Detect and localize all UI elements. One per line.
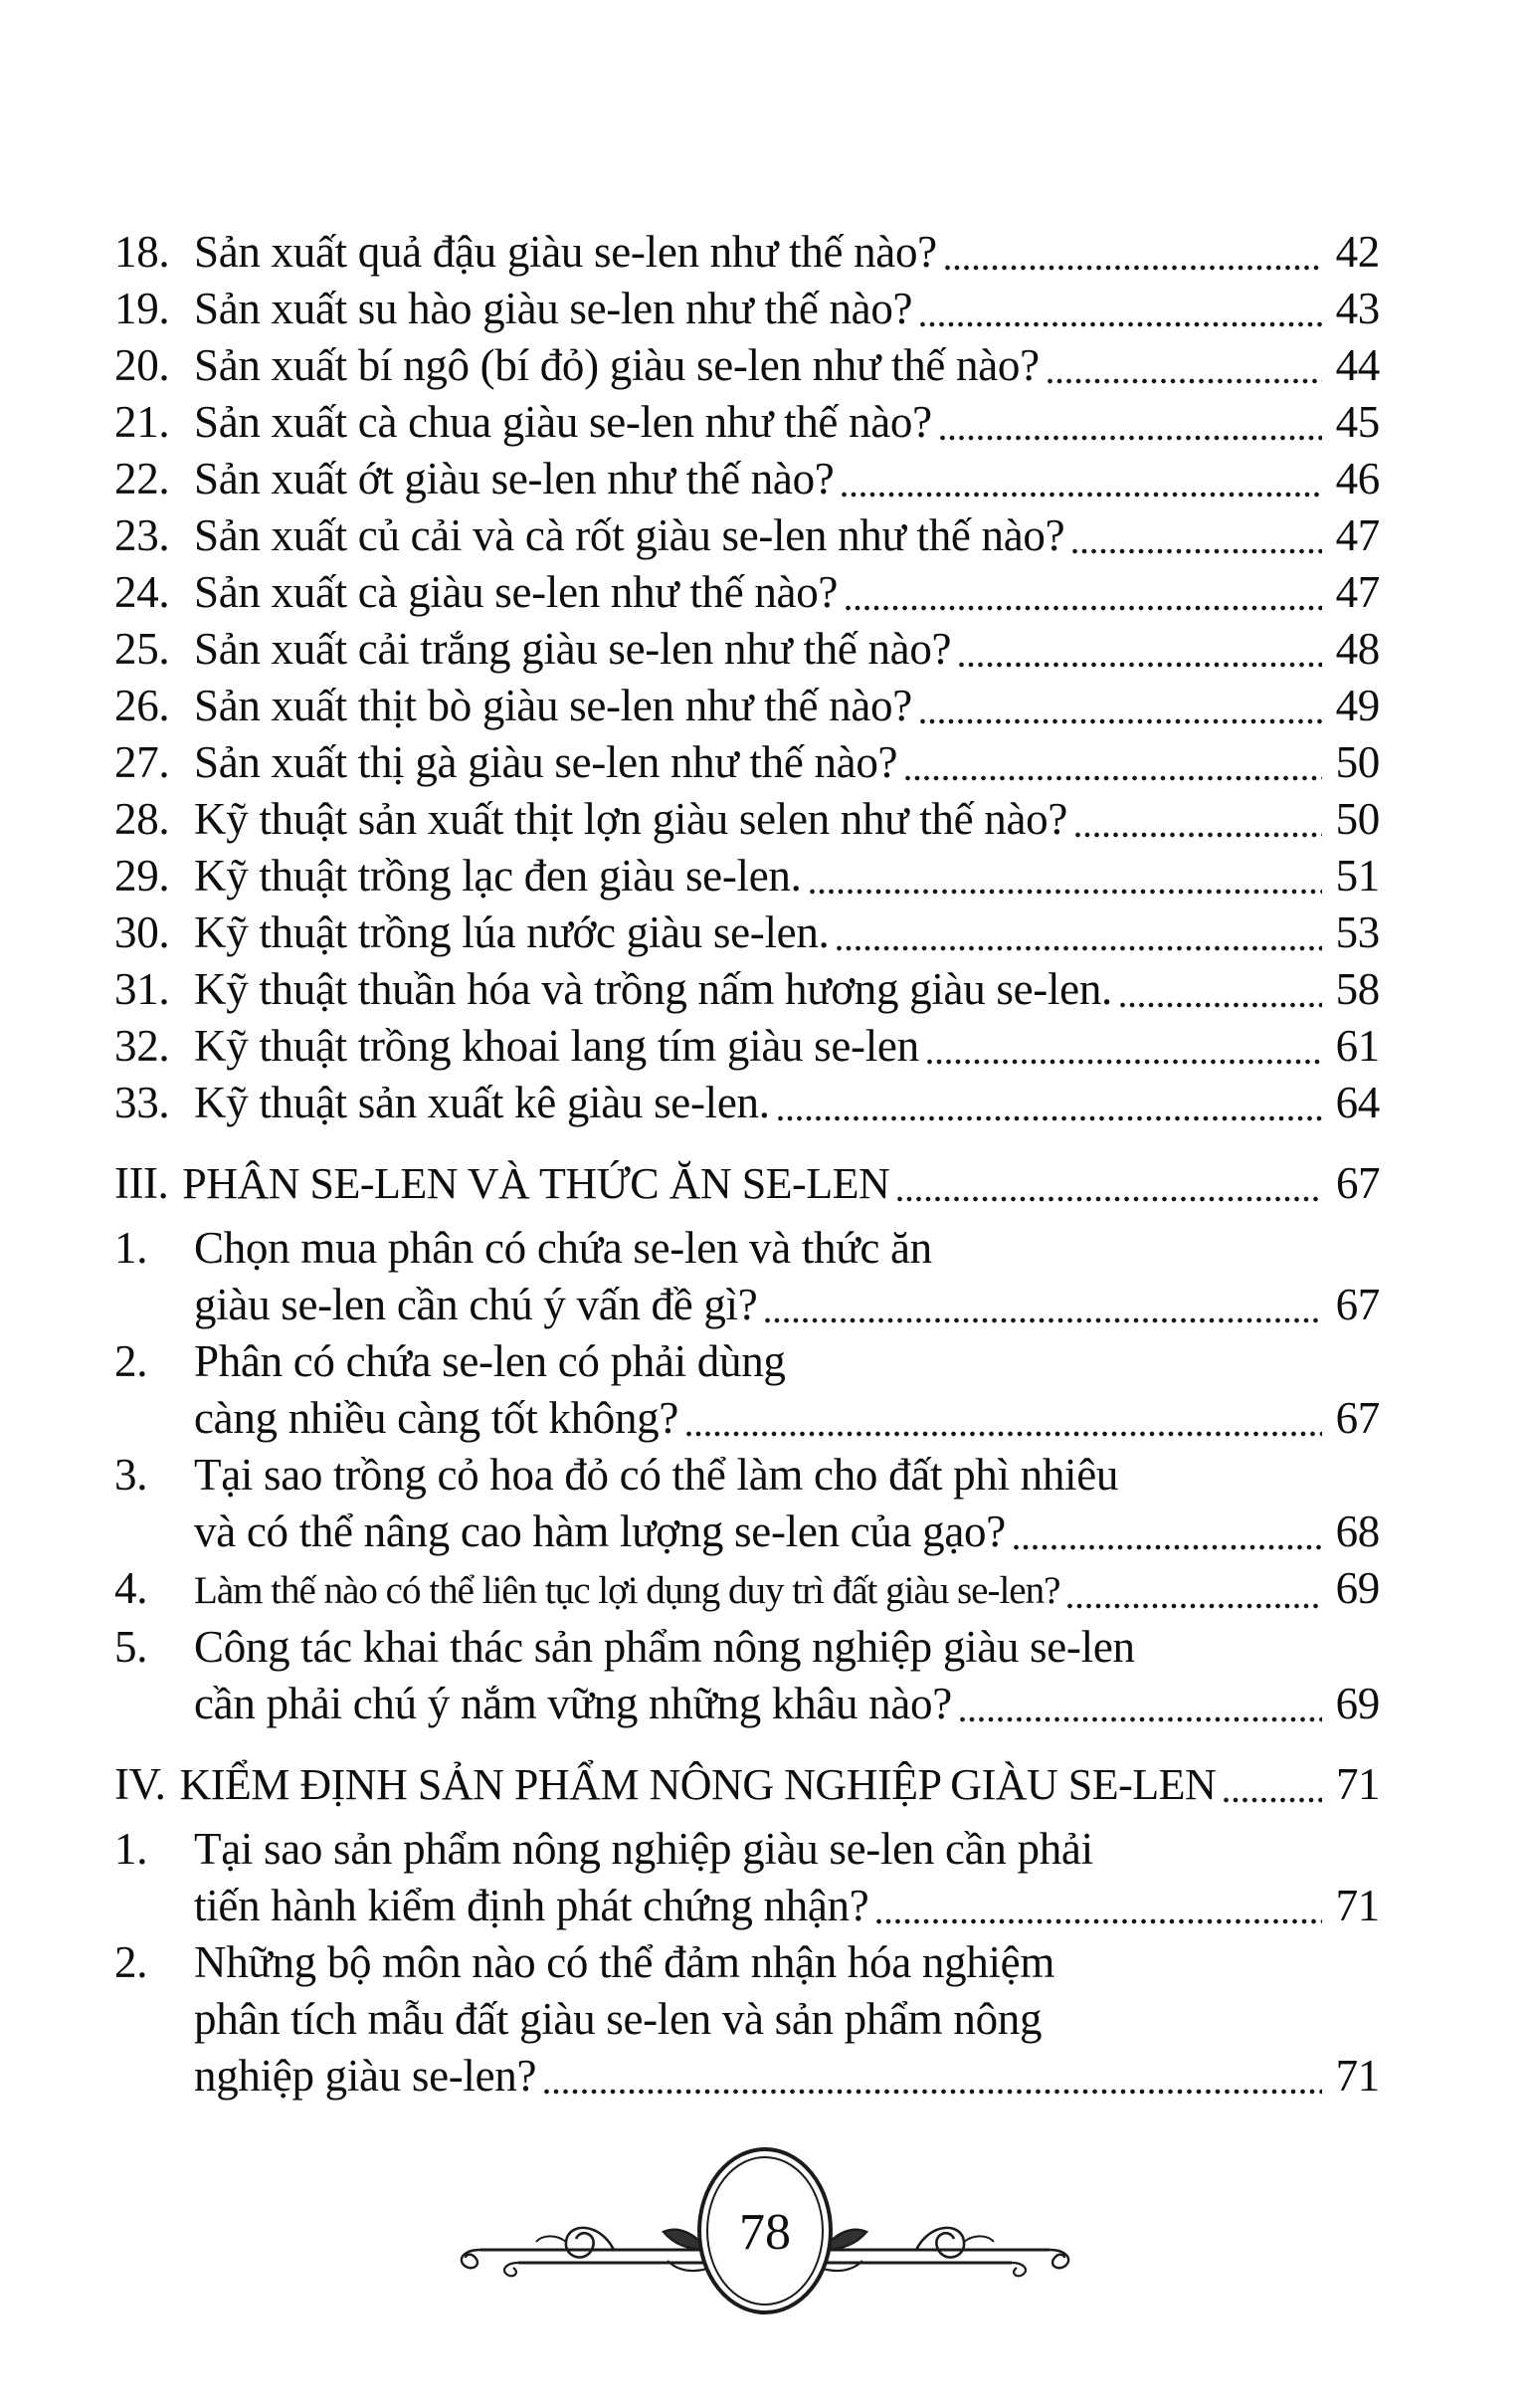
entry-body	[194, 791, 1380, 848]
entry-last-line	[194, 1390, 1380, 1447]
toc-row	[114, 1220, 1380, 1333]
page-number: 71	[1335, 2051, 1380, 2101]
toc-row	[114, 224, 1380, 281]
dot-leader	[846, 605, 1322, 611]
toc	[114, 224, 1380, 2105]
toc-row	[114, 394, 1380, 451]
toc-row	[114, 904, 1380, 961]
dot-leader	[940, 435, 1322, 441]
dot-leader	[920, 321, 1322, 327]
entry-body	[194, 961, 1380, 1018]
entry-body	[194, 564, 1380, 621]
page-number: 67	[1335, 1280, 1380, 1329]
entry-text: nghiệp giàu se-len?	[194, 2051, 537, 2101]
entry-text: Làm thế nào có thể liên tục lợi dụng duy trì đất giàu se-len?	[194, 1569, 1060, 1612]
page-number: 53	[1335, 907, 1380, 957]
dot-leader	[876, 1918, 1322, 1924]
entry-body	[194, 507, 1380, 564]
dot-leader	[960, 1716, 1322, 1722]
entry-last-line	[194, 281, 1380, 337]
toc-row	[114, 1018, 1380, 1075]
entry-number: 32.	[114, 1021, 170, 1071]
section-body	[182, 1155, 1380, 1212]
entry-last-line	[194, 1676, 1380, 1732]
section-body	[179, 1756, 1380, 1813]
entry-text: Sản xuất thị gà giàu se-len như thế nào?	[194, 737, 898, 787]
entry-body	[194, 224, 1380, 281]
entry-number: 28.	[114, 794, 170, 844]
entry-text: Kỹ thuật sản xuất kê giàu se-len.	[194, 1078, 770, 1127]
entry-number: 20.	[114, 340, 170, 390]
footer-flourish	[447, 2129, 1083, 2358]
entry-last-line	[194, 904, 1380, 961]
entry-body	[194, 734, 1380, 791]
toc-section-row	[114, 1155, 1380, 1212]
toc-row	[114, 678, 1380, 734]
entry-last-line	[194, 1277, 1380, 1333]
dot-leader	[1075, 832, 1322, 838]
entry-text: và có thể nâng cao hàm lượng se-len của gạo?	[194, 1506, 1006, 1556]
entry-body	[194, 281, 1380, 337]
toc-row	[114, 1447, 1380, 1560]
entry-text: giàu se-len cần chú ý vấn đề gì?	[194, 1280, 758, 1329]
entry-text: Kỹ thuật trồng khoai lang tím giàu se-len	[194, 1021, 919, 1071]
entry-last-line	[194, 678, 1380, 734]
entry-last-line	[194, 1560, 1380, 1619]
page-number: 69	[1335, 1679, 1380, 1728]
entry-body	[194, 848, 1380, 904]
entry-number: 3.	[114, 1450, 148, 1500]
page-number: 48	[1335, 624, 1380, 674]
entry-last-line	[194, 1504, 1380, 1560]
entry-line: Công tác khai thác sản phẩm nông nghiệp giàu se-len	[194, 1622, 1135, 1672]
page-number: 51	[1335, 851, 1380, 901]
entry-number: 22.	[114, 454, 170, 503]
page-number: 64	[1335, 1078, 1380, 1127]
entry-last-line	[194, 961, 1380, 1018]
dot-leader	[1072, 548, 1322, 554]
entry-last-line	[194, 1075, 1380, 1131]
entry-last-line	[194, 394, 1380, 451]
toc-row	[114, 1619, 1380, 1732]
entry-text: Sản xuất quả đậu giàu se-len như thế nào?	[194, 227, 937, 277]
toc-row	[114, 848, 1380, 904]
dot-leader	[686, 1431, 1322, 1437]
page-number: 50	[1335, 737, 1380, 787]
entry-last-line	[194, 451, 1380, 507]
section-title: KIỂM ĐỊNH SẢN PHẨM NÔNG NGHIỆP GIÀU SE-LEN	[179, 1760, 1217, 1809]
dot-leader	[945, 265, 1322, 271]
dot-leader	[1048, 378, 1322, 384]
toc-row	[114, 507, 1380, 564]
section-last-line	[182, 1155, 1380, 1212]
entry-line: phân tích mẫu đất giàu se-len và sản phẩm nông	[194, 1994, 1043, 2044]
entry-last-line	[194, 621, 1380, 678]
entry-number: 1.	[114, 1824, 148, 1874]
entry-body	[194, 337, 1380, 394]
page-number: 43	[1335, 284, 1380, 333]
entry-body	[194, 451, 1380, 507]
entry-last-line	[194, 1018, 1380, 1075]
section-label: III.	[114, 1158, 169, 1208]
dot-leader	[959, 662, 1322, 668]
dot-leader	[920, 718, 1322, 724]
toc-section-row	[114, 1756, 1380, 1813]
entry-number: 21.	[114, 397, 170, 447]
entry-text: Kỹ thuật sản xuất thịt lợn giàu selen như thế nào?	[194, 794, 1067, 844]
entry-text: Kỹ thuật trồng lúa nước giàu se-len.	[194, 907, 830, 957]
entry-text: Sản xuất ớt giàu se-len như thế nào?	[194, 454, 835, 503]
entry-last-line	[194, 791, 1380, 848]
footer-page-number: 78	[738, 2204, 791, 2261]
dot-leader	[897, 1196, 1322, 1202]
page-number: 68	[1335, 1506, 1380, 1556]
entry-number: 31.	[114, 964, 170, 1014]
entry-body	[194, 394, 1380, 451]
toc-row	[114, 451, 1380, 507]
page-number: 71	[1335, 1881, 1380, 1930]
entry-last-line	[194, 507, 1380, 564]
entry-text: Sản xuất cải trắng giàu se-len như thế nào?	[194, 624, 952, 674]
entry-body	[194, 1333, 1380, 1447]
entry-number: 18.	[114, 227, 170, 277]
entry-body	[194, 1619, 1380, 1732]
entry-body	[194, 904, 1380, 961]
entry-text: Sản xuất bí ngô (bí đỏ) giàu se-len như thế nào?	[194, 340, 1040, 390]
entry-body	[194, 1821, 1380, 1934]
dot-leader	[927, 1059, 1322, 1065]
dot-leader	[810, 889, 1322, 895]
dot-leader	[1224, 1797, 1322, 1803]
entry-number: 4.	[114, 1563, 148, 1613]
page-number: 50	[1335, 794, 1380, 844]
page-number: 45	[1335, 397, 1380, 447]
entry-last-line	[194, 564, 1380, 621]
page-number: 49	[1335, 681, 1380, 730]
toc-row	[114, 1934, 1380, 2105]
section-title: PHÂN SE-LEN VÀ THỨC ĂN SE-LEN	[182, 1159, 890, 1208]
entry-number: 25.	[114, 624, 170, 674]
entry-body	[194, 1447, 1380, 1560]
entry-number: 33.	[114, 1078, 170, 1127]
entry-line: Tại sao trồng cỏ hoa đỏ có thể làm cho đất phì nhiêu	[194, 1450, 1119, 1500]
entry-number: 27.	[114, 737, 170, 787]
dot-leader	[1067, 1603, 1322, 1609]
entry-body	[194, 678, 1380, 734]
entry-text: Kỹ thuật thuần hóa và trồng nấm hương giàu se-len.	[194, 964, 1112, 1014]
section-label: IV.	[114, 1759, 166, 1809]
entry-text: Sản xuất thịt bò giàu se-len như thế nào?	[194, 681, 912, 730]
page-number: 58	[1335, 964, 1380, 1014]
dot-leader	[837, 945, 1322, 951]
page-number: 67	[1335, 1393, 1380, 1443]
page-footer	[0, 2129, 1529, 2358]
dot-leader	[1120, 1002, 1322, 1008]
entry-number: 19.	[114, 284, 170, 333]
entry-last-line	[194, 734, 1380, 791]
entry-last-line	[194, 2048, 1380, 2105]
dot-leader	[842, 492, 1322, 498]
section-last-line	[179, 1756, 1380, 1813]
entry-text: Sản xuất su hào giàu se-len như thế nào?	[194, 284, 913, 333]
toc-row	[114, 281, 1380, 337]
entry-body	[194, 1934, 1380, 2105]
toc-row	[114, 791, 1380, 848]
dot-leader	[1014, 1544, 1322, 1550]
dot-leader	[905, 775, 1322, 781]
toc-row	[114, 337, 1380, 394]
page-number: 47	[1335, 510, 1380, 560]
entry-number: 30.	[114, 907, 170, 957]
entry-number: 24.	[114, 567, 170, 617]
page-number: 46	[1335, 454, 1380, 503]
page-number: 47	[1335, 567, 1380, 617]
entry-text: Kỹ thuật trồng lạc đen giàu se-len.	[194, 851, 802, 901]
page-number: 61	[1335, 1021, 1380, 1071]
entry-last-line	[194, 337, 1380, 394]
toc-row	[114, 1560, 1380, 1619]
entry-text: Sản xuất củ cải và cà rốt giàu se-len như thế nào?	[194, 510, 1065, 560]
entry-number: 23.	[114, 510, 170, 560]
page-number: 44	[1335, 340, 1380, 390]
entry-line: Chọn mua phân có chứa se-len và thức ăn	[194, 1223, 932, 1273]
page-number: 67	[1336, 1158, 1380, 1208]
toc-row	[114, 1821, 1380, 1934]
entry-body	[194, 1075, 1380, 1131]
entry-line: Tại sao sản phẩm nông nghiệp giàu se-len cần phải	[194, 1824, 1093, 1874]
page-number: 69	[1335, 1563, 1380, 1613]
entry-text: càng nhiều càng tốt không?	[194, 1393, 679, 1443]
entry-body	[194, 1018, 1380, 1075]
entry-body	[194, 1560, 1380, 1619]
entry-body	[194, 1220, 1380, 1333]
entry-text: tiến hành kiểm định phát chứng nhận?	[194, 1881, 869, 1930]
dot-leader	[544, 2089, 1322, 2095]
entry-number: 2.	[114, 1336, 148, 1386]
entry-number: 29.	[114, 851, 170, 901]
entry-text: cần phải chú ý nắm vững những khâu nào?	[194, 1679, 952, 1728]
entry-number: 2.	[114, 1937, 148, 1987]
toc-row	[114, 621, 1380, 678]
toc-row	[114, 564, 1380, 621]
page-number: 71	[1336, 1759, 1380, 1809]
entry-last-line	[194, 224, 1380, 281]
entry-text: Sản xuất cà giàu se-len như thế nào?	[194, 567, 839, 617]
toc-row	[114, 1075, 1380, 1131]
entry-line: Phân có chứa se-len có phải dùng	[194, 1336, 786, 1386]
entry-number: 1.	[114, 1223, 148, 1273]
toc-row	[114, 961, 1380, 1018]
toc-row	[114, 1333, 1380, 1447]
entry-last-line	[194, 848, 1380, 904]
entry-last-line	[194, 1878, 1380, 1934]
entry-line: Những bộ môn nào có thể đảm nhận hóa nghiệm	[194, 1937, 1055, 1987]
entry-text: Sản xuất cà chua giàu se-len như thế nào?	[194, 397, 932, 447]
entry-body	[194, 621, 1380, 678]
dot-leader	[778, 1115, 1322, 1121]
entry-number: 5.	[114, 1622, 148, 1672]
page-number: 42	[1335, 227, 1380, 277]
entry-number: 26.	[114, 681, 170, 730]
toc-row	[114, 734, 1380, 791]
dot-leader	[765, 1317, 1322, 1323]
